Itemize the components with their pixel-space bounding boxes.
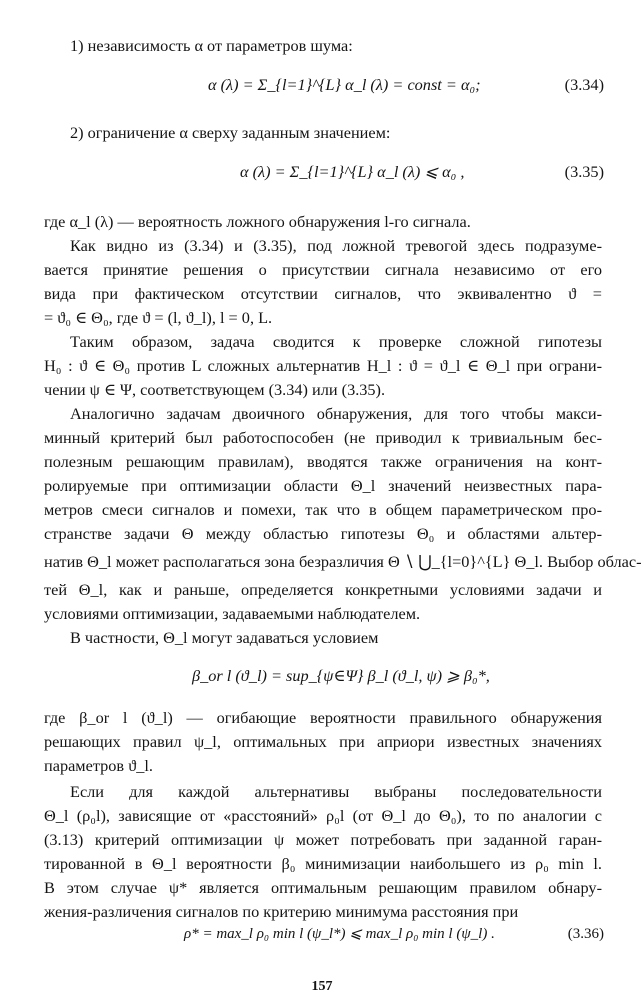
text-line: ролируемые при оптимизации области Θ_l значений неизвестных пара-	[44, 476, 602, 495]
equation-number: (3.36)	[567, 926, 604, 942]
text-line: = ϑ₀ ∈ Θ₀, где ϑ = (l, ϑ_l), l = 0, L.	[44, 308, 273, 327]
equation-number: (3.35)	[564, 162, 604, 181]
page-number: 157	[311, 979, 333, 994]
equation-3-35: α (λ) = Σ_{l=1}^{L} α_l (λ) ⩽ α₀ ,	[240, 162, 465, 181]
equation-3-36: ρ* = max_l ρ₀ min l (ψ_l*) ⩽ max_l ρ₀ min l (ψ_l) .	[184, 926, 495, 942]
text-line: В этом случае ψ* является оптимальным решающим правилом обнару-	[44, 878, 602, 897]
text-line: Аналогично задачам двоичного обнаружения, для того чтобы макси-	[70, 404, 602, 423]
text-line: странстве задачи Θ между областью гипотезы Θ₀ и областями альтер-	[44, 524, 602, 543]
text-line: тированной в Θ_l вероятности β₀ минимизации наибольшего из ρ₀ min l.	[44, 854, 602, 873]
equation-3-34: α (λ) = Σ_{l=1}^{L} α_l (λ) = const = α₀;	[208, 75, 481, 94]
text-line: H₀ : ϑ ∈ Θ₀ против L сложных альтернатив H_l : ϑ = ϑ_l ∈ Θ_l при ограни-	[44, 356, 602, 375]
text-line: Как видно из (3.34) и (3.35), под ложной тревогой здесь подразуме-	[70, 236, 602, 255]
text-line: Если для каждой альтернативы выбраны последовательности	[70, 782, 602, 801]
text-line: чении ψ ∈ Ψ, соответствующем (3.34) или (3.35).	[44, 380, 386, 399]
text-line: 1) независимость α от параметров шума:	[70, 36, 353, 55]
text-line: 2) ограничение α сверху заданным значением:	[70, 123, 391, 142]
text-line: натив Θ_l может располагаться зона безразличия Θ ∖ ⋃_{l=0}^{L} Θ_l. Выбор облас-	[44, 552, 642, 571]
text-line: жения-различения сигналов по критерию минимума расстояния при	[44, 902, 519, 921]
text-line: тей Θ_l, как и раньше, определяется конкретными условиями задачи и	[44, 580, 602, 599]
equation-beta-or: β_or l (ϑ_l) = sup_{ψ∈Ψ} β_l (ϑ_l, ψ) ⩾ β₀*,	[192, 666, 490, 685]
text-line: вается принятие решения о присутствии сигнала независимо от его	[44, 260, 602, 279]
text-line: параметров ϑ_l.	[44, 756, 153, 775]
text-line: условиями оптимизации, задаваемыми наблюдателем.	[44, 604, 421, 623]
text-line: полезным решающим правилам), вводятся также ограничения на конт-	[44, 452, 602, 471]
text-line: где α_l (λ) — вероятность ложного обнаружения l-го сигнала.	[44, 212, 471, 231]
text-line: вида при фактическом отсутствии сигналов, что эквивалентно ϑ =	[44, 284, 602, 303]
text-line: решающих правил ψ_l, оптимальных при априори известных значениях	[44, 732, 602, 751]
equation-number: (3.34)	[564, 75, 604, 94]
text-line: метров смеси сигналов и помехи, так что в общем параметрическом про-	[44, 500, 602, 519]
text-line: Θ_l (ρ₀l), зависящие от «расстояний» ρ₀l (от Θ_l до Θ₀), то по аналогии с	[44, 806, 602, 825]
text-line: где β_or l (ϑ_l) — огибающие вероятности правильного обнаружения	[44, 708, 602, 727]
text-line: минный критерий был работоспособен (не приводил к тривиальным бес-	[44, 428, 602, 447]
text-line: В частности, Θ_l могут задаваться условием	[70, 628, 379, 647]
text-line: (3.13) критерий оптимизации ψ может потребовать при заданной гаран-	[44, 830, 602, 849]
text-line: Таким образом, задача сводится к проверке сложной гипотезы	[70, 332, 602, 351]
